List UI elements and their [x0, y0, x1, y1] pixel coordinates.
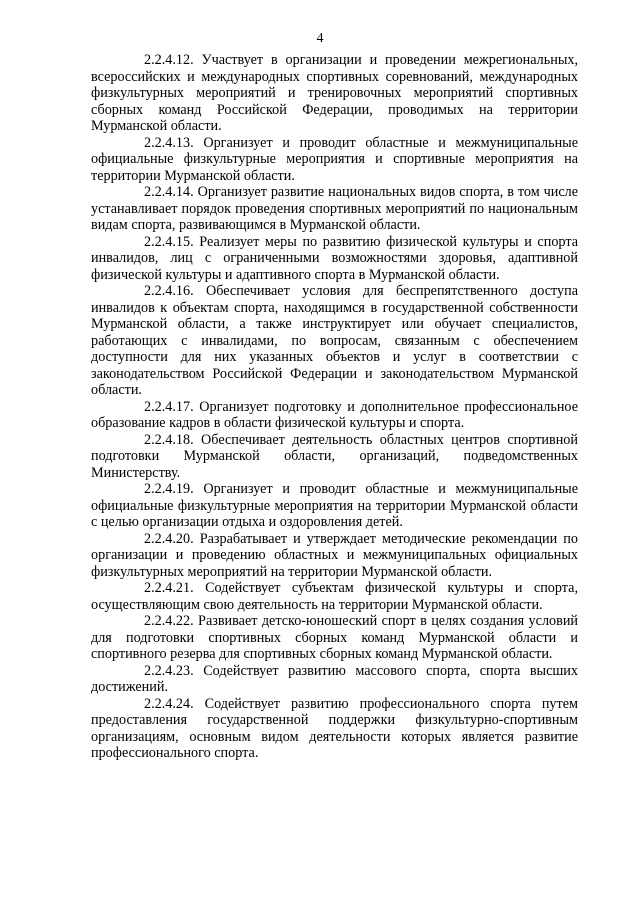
paragraph-2-2-4-13: 2.2.4.13. Организует и проводит областные и межмуниципальные официальные физкультурные мероприятия и спортивные мероприятия на территории Мурманской области.	[91, 134, 578, 184]
paragraph-2-2-4-19: 2.2.4.19. Организует и проводит областные и межмуниципальные официальные физкультурные мероприятия на территории Мурманской области с целью организации отдыха и оздоровления детей.	[91, 481, 578, 530]
paragraph-2-2-4-23: 2.2.4.23. Содействует развитию массового спорта, спорта высших достижений.	[91, 662, 578, 695]
paragraph-2-2-4-21: 2.2.4.21. Содействует субъектам физической культуры и спорта, осуществляющим свою деятельность на территории Мурманской области.	[91, 580, 578, 613]
paragraph-2-2-4-16: 2.2.4.16. Обеспечивает условия для беспрепятственного доступа инвалидов к объектам спорта, находящимся в государственной собственности Мурманской области, а также инструктирует или обучает специалистов, работающих с инвалидами, по вопросам, связанным с обеспечением доступности для них указанных объектов и услуг в соответствии с законодательством Российской Федерации и законодательством Мурманской области.	[91, 283, 578, 398]
paragraph-2-2-4-17: 2.2.4.17. Организует подготовку и дополнительное профессиональное образование кадров в области физической культуры и спорта.	[91, 398, 578, 431]
paragraph-2-2-4-14: 2.2.4.14. Организует развитие национальных видов спорта, в том числе устанавливает порядок проведения спортивных мероприятий по национальным видам спорта, развивающимся в Мурманской области.	[91, 184, 578, 233]
document-body	[91, 52, 578, 762]
paragraph-2-2-4-22: 2.2.4.22. Развивает детско-юношеский спорт в целях создания условий для подготовки спортивных сборных команд Мурманской области и спортивного резерва для спортивных сборных команд Мурманской области.	[91, 613, 578, 662]
paragraph-2-2-4-24: 2.2.4.24. Содействует развитию профессионального спорта путем предоставления государственной поддержки физкультурно-спортивным организациям, основным видом деятельности которых является развитие профессионального спорта.	[91, 695, 578, 761]
paragraph-2-2-4-20: 2.2.4.20. Разрабатывает и утверждает методические рекомендации по организации и проведению областных и межмуниципальных официальных физкультурных мероприятий на территории Мурманской области.	[91, 530, 578, 580]
paragraph-2-2-4-18: 2.2.4.18. Обеспечивает деятельность областных центров спортивной подготовки Мурманской области, организаций, подведомственных Министерству.	[91, 431, 578, 481]
page-number: 4	[316, 31, 324, 46]
paragraph-2-2-4-15: 2.2.4.15. Реализует меры по развитию физической культуры и спорта инвалидов, лиц с ограниченными возможностями здоровья, адаптивной физической культуры и адаптивного спорта в Мурманской области.	[91, 233, 578, 283]
paragraph-2-2-4-12: 2.2.4.12. Участвует в организации и проведении межрегиональных, всероссийских и международных спортивных соревнований, международных физкультурных мероприятий и тренировочных мероприятий спортивных сборных команд Российской Федерации, проводимых на территории Мурманской области.	[91, 52, 578, 134]
